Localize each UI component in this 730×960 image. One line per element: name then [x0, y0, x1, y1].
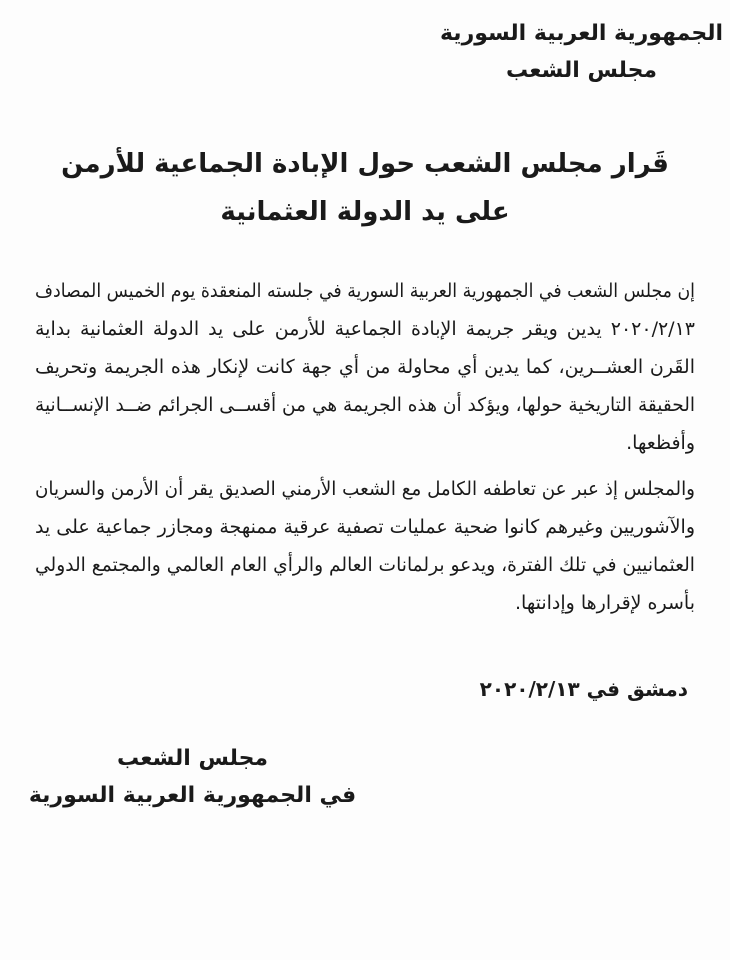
body-line: [35, 424, 695, 462]
title-line-1: قَرار مجلس الشعب حول الإبادة الجماعية للأرمن: [61, 149, 669, 179]
body-line-text: القَرن العشــرين، كما يدين أي محاولة من أي جهة كانت لإنكار هذه الجريمة وتحريف: [35, 356, 695, 378]
body-line-text: بأسره لإقرارها وإدانتها.: [515, 592, 695, 614]
letterhead-republic-line: الجمهورية العربية السورية: [439, 21, 724, 46]
body-line-text: إن مجلس الشعب في الجمهورية العربية السورية في جلسته المنعقدة يوم الخميس المصادف: [35, 280, 696, 302]
body-line-text: وأفظعها.: [626, 432, 695, 454]
body-line-text: الحقيقة التاريخية حولها، ويؤكد أن هذه الجريمة هي من أقســى الجرائم ضــد الإنســانية: [34, 394, 695, 416]
letterhead-council-line: مجلس الشعب: [505, 58, 658, 83]
body-line-text: العثمانيين في تلك الفترة، ويدعو برلمانات العالم والرأي العام العالمي والمجتمع الدولي: [35, 554, 696, 576]
body-line: [34, 470, 695, 508]
body-line: [35, 310, 695, 348]
document-title: [0, 140, 730, 236]
body-line: [35, 348, 695, 386]
signature-council-line: مجلس الشعب: [116, 746, 269, 771]
body-line: [34, 386, 695, 424]
body-line: [35, 508, 695, 546]
body-line: [35, 272, 696, 310]
body-line-text: ٢٠٢٠/٢/١٣ يدين ويقر جريمة الإبادة الجماعية للأرمن على يد الدولة العثمانية بداية: [35, 318, 695, 340]
title-line-2: على يد الدولة العثمانية: [220, 197, 510, 227]
letterhead: [439, 15, 724, 89]
body-line-text: والآشوريين وغيرهم كانوا ضحية عمليات تصفية عرقية ممنهجة ومجازر جماعية على يد: [34, 516, 695, 538]
date-place-line: دمشق في ٢٠٢٠/٢/١٣: [479, 677, 688, 701]
signature-republic-line: في الجمهورية العربية السورية: [28, 783, 357, 808]
body-line: [35, 546, 696, 584]
paragraph-1: [35, 272, 695, 462]
document-body: [35, 272, 695, 622]
body-line-text: والمجلس إذ عبر عن تعاطفه الكامل مع الشعب الأرمني الصديق يقر أن الأرمن والسريان: [34, 478, 695, 500]
paragraph-2: [35, 470, 695, 622]
body-line: [35, 584, 695, 622]
signature-block: [5, 740, 380, 814]
